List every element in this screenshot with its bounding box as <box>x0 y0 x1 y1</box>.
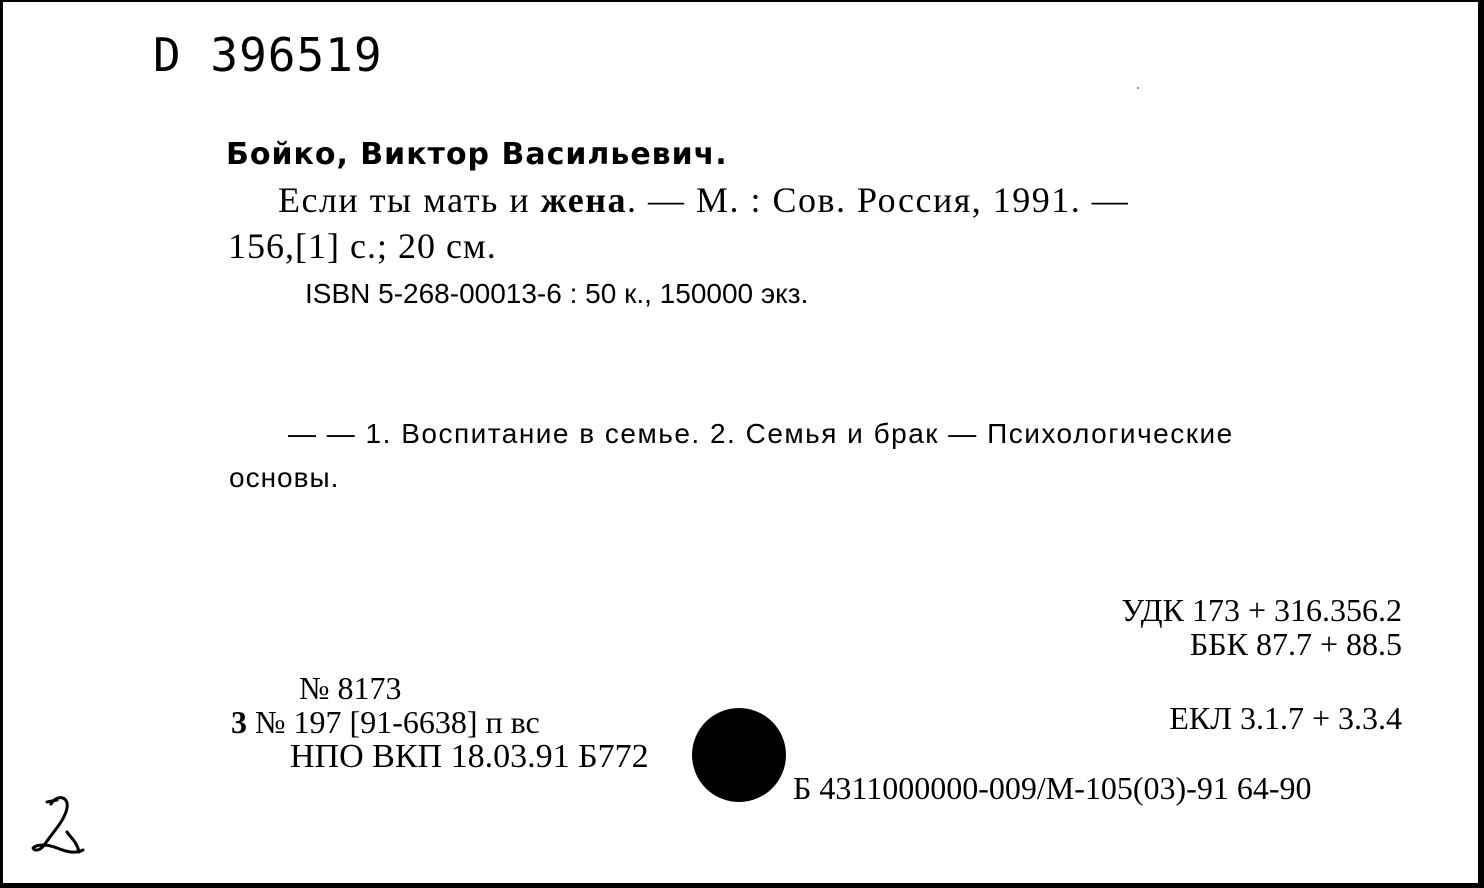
isbn-line: ISBN 5-268-00013-6 : 50 к., 150000 экз. <box>305 278 809 309</box>
title-bold-word: жена <box>540 180 627 220</box>
subject-headings: — — 1. Воспитание в семье. 2. Семья и брак — Психологические <box>288 418 1234 449</box>
order-detail-text: № 197 [91-6638] п вс <box>255 704 540 740</box>
inventory-number: D 396519 <box>153 28 383 82</box>
title-prefix: Если ты мать и <box>278 180 531 220</box>
catalog-card <box>3 2 1478 883</box>
order-number: № 8173 <box>299 670 402 706</box>
bbk-classification: ББК 87.7 + 88.5 <box>1189 626 1402 662</box>
title-statement <box>278 182 1129 218</box>
ekl-classification: ЕКЛ 3.1.7 + 3.3.4 <box>1169 700 1402 736</box>
npo-line: НПО ВКП 18.03.91 Б772 <box>290 738 649 775</box>
order-detail <box>231 706 540 738</box>
paper-speck <box>1137 87 1139 89</box>
physical-extent: 156,[1] с.; 20 см. <box>228 226 497 266</box>
udk-classification: УДК 173 + 316.356.2 <box>1121 592 1402 628</box>
publisher-code-line: Б 4311000000-009/М-105(03)-91 64-90 <box>793 770 1312 806</box>
order-detail-prefix: 3 <box>231 704 247 740</box>
author-heading: Бойко, Виктор Васильевич. <box>226 137 728 172</box>
handwritten-mark-icon <box>27 792 91 862</box>
subject-headings-continued: основы. <box>229 462 340 493</box>
publication-info: . — М. : Сов. Россия, 1991. — <box>626 180 1130 220</box>
punch-hole <box>692 708 786 802</box>
